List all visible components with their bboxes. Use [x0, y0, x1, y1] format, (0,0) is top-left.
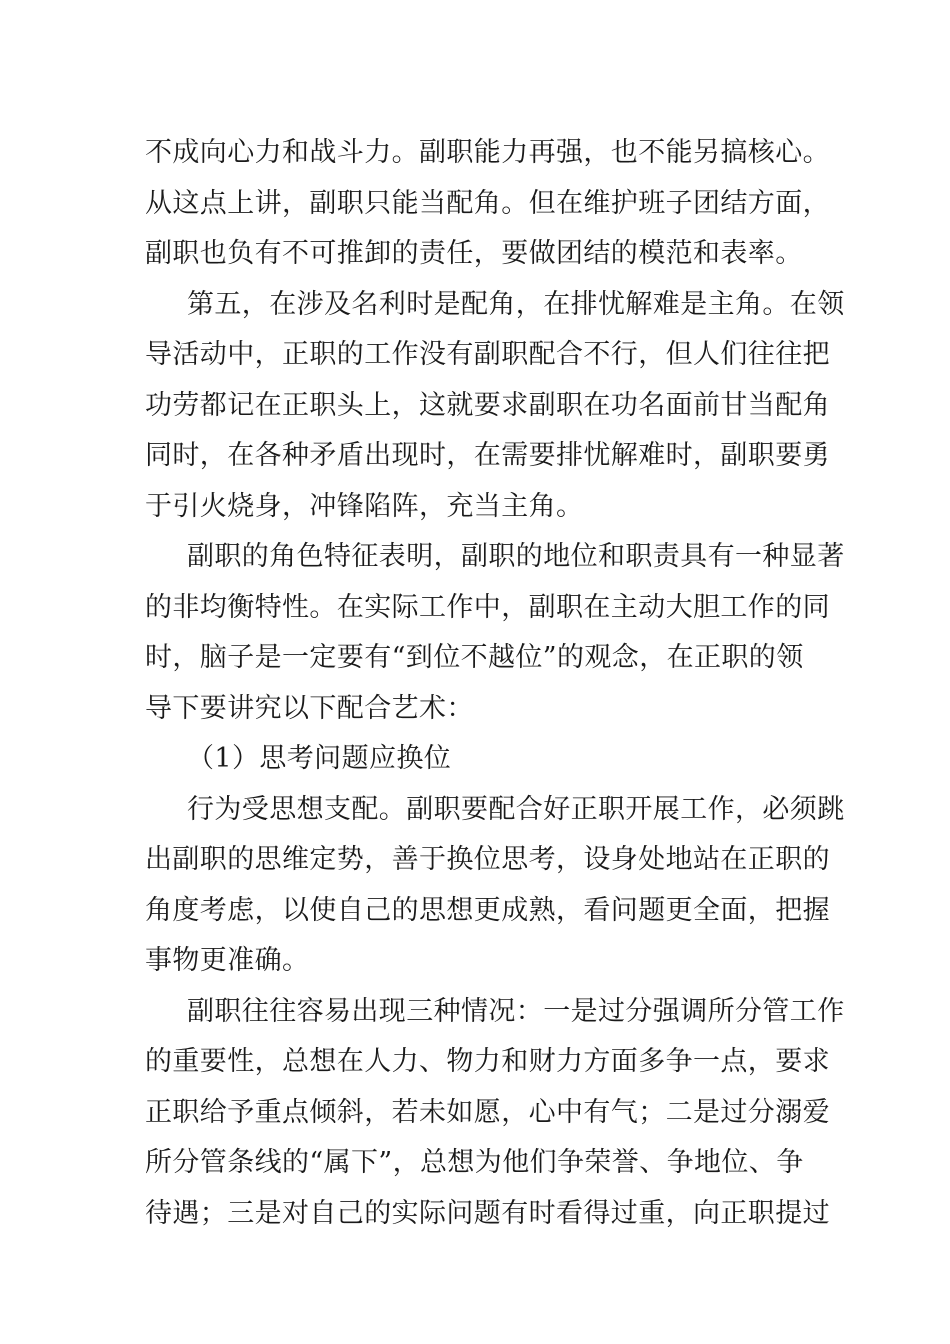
text-line: 不成向心力和战斗力。副职能力再强，也不能另搞核心。 [145, 137, 830, 168]
text-line: 待遇；三是对自己的实际问题有时看得过重，向正职提过 [145, 1197, 830, 1229]
text-line: 功劳都记在正职头上，这就要求副职在功名面前甘当配角 [145, 389, 830, 421]
text-line: 从这点上讲，副职只能当配角。但在维护班子团结方面， [145, 187, 830, 219]
text-line: 所分管条线的“属下”，总想为他们争荣誉、争地位、争 [145, 1147, 804, 1178]
text-line: 的重要性，总想在人力、物力和财力方面多争一点，要求 [145, 1046, 830, 1077]
text-line: 行为受思想支配。副职要配合好正职开展工作，必须跳 [187, 793, 845, 825]
text-line: 正职给予重点倾斜，若未如愿，心中有气；二是过分溺爱 [145, 1096, 830, 1128]
text-line: 角度考虑，以使自己的思想更成熟，看问题更全面，把握 [145, 894, 830, 926]
text-line: 副职的角色特征表明，副职的地位和职责具有一种显著 [187, 541, 845, 572]
body-text [145, 128, 845, 1239]
text-line: 同时，在各种矛盾出现时，在需要排忧解难时，副职要勇 [145, 440, 830, 471]
text-line: 副职也负有不可推卸的责任，要做团结的模范和表率。 [145, 238, 803, 269]
text-line: 的非均衡特性。在实际工作中，副职在主动大胆工作的同 [145, 591, 830, 623]
section-heading: （1）思考问题应换位 [187, 743, 452, 774]
text-line: 导下要讲究以下配合艺术： [145, 692, 474, 724]
text-line: 副职往往容易出现三种情况：一是过分强调所分管工作 [187, 995, 845, 1027]
text-line: 于引火烧身，冲锋陷阵，充当主角。 [145, 490, 584, 522]
text-line: 事物更准确。 [145, 945, 310, 976]
text-line: 第五，在涉及名利时是配角，在排忧解难是主角。在领 [187, 288, 845, 320]
text-line: 时，脑子是一定要有“到位不越位”的观念，在正职的领 [145, 642, 804, 673]
text-line: 导活动中，正职的工作没有副职配合不行，但人们往往把 [145, 339, 830, 370]
text-line: 出副职的思维定势，善于换位思考，设身处地站在正职的 [145, 844, 830, 875]
